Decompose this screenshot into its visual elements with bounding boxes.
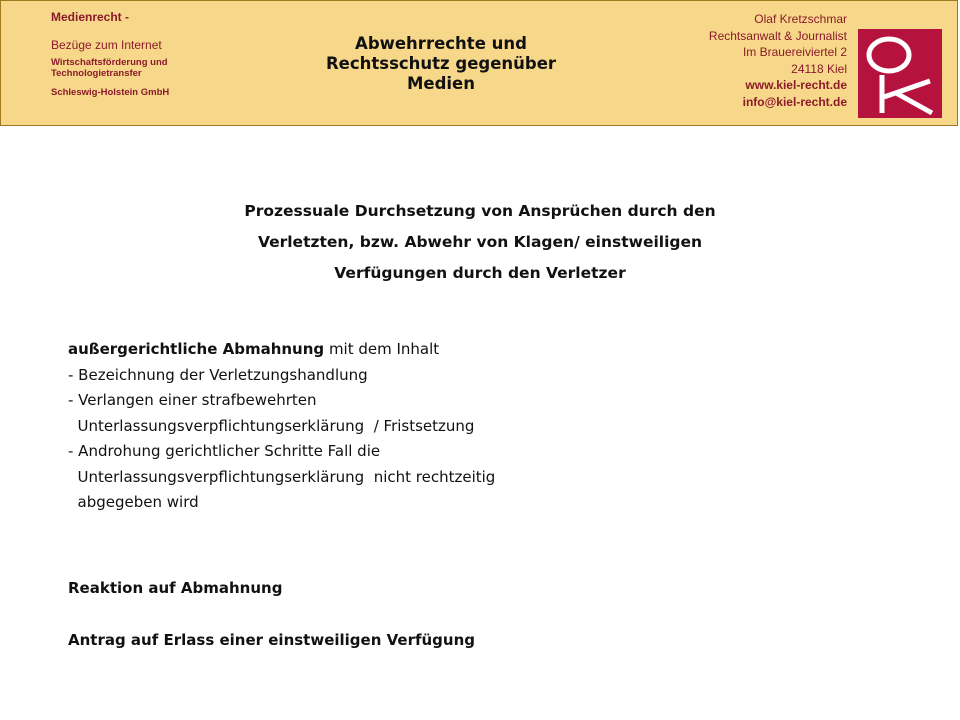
- contact-email-link[interactable]: info@kiel-recht.de: [742, 94, 847, 109]
- slide-title-line: Verfügungen durch den Verletzer: [334, 264, 626, 282]
- antrag-heading: Antrag auf Erlass einer einstweiligen Verfügung: [68, 631, 476, 649]
- header-left-line4: Schleswig-Holstein GmbH: [51, 87, 170, 98]
- header-title-line3: Medien: [406, 74, 475, 93]
- contact-street: Im Brauereiviertel 2: [742, 45, 847, 59]
- bullet-line: Unterlassungsverpflichtungserklärung nicht rechtzeitig: [68, 467, 496, 486]
- header-title-line1: Abwehrrechte und: [355, 34, 527, 53]
- abmahnung-heading-rest: mit dem Inhalt: [328, 340, 440, 358]
- header-banner: [0, 0, 958, 126]
- header-contact-block: [709, 11, 847, 110]
- header-left-line1: Medienrecht -: [51, 10, 130, 24]
- abmahnung-heading-line: [68, 337, 888, 363]
- slide-title: [180, 196, 780, 289]
- contact-city: 24118 Kiel: [791, 61, 847, 76]
- header-title-line2: Rechtsschutz gegenüber: [325, 54, 557, 73]
- bullet-line: abgegeben wird: [68, 493, 199, 511]
- header-left-block: [51, 9, 211, 98]
- bullet-line: - Androhung gerichtlicher Schritte Fall die: [68, 442, 381, 460]
- bullet-line: - Bezeichnung der Verletzungshandlung: [68, 365, 368, 384]
- ok-logo-icon: [858, 29, 942, 118]
- bullet-line: - Verlangen einer strafbewehrten: [68, 391, 317, 409]
- header-left-line2: Bezüge zum Internet: [51, 38, 162, 52]
- slide-title-line: Prozessuale Durchsetzung von Ansprüchen durch den: [244, 202, 716, 220]
- header-left-line3: Wirtschaftsförderung und Technologietransfer: [51, 57, 168, 79]
- header-title: [291, 34, 591, 94]
- contact-title: Rechtsanwalt & Journalist: [708, 28, 847, 43]
- reaktion-heading: Reaktion auf Abmahnung: [68, 579, 283, 597]
- abmahnung-content: [68, 337, 888, 516]
- abmahnung-heading: außergerichtliche Abmahnung: [68, 340, 325, 358]
- contact-web-link[interactable]: www.kiel-recht.de: [745, 78, 847, 92]
- slide-title-line: Verletzten, bzw. Abwehr von Klagen/ einstweiligen: [257, 233, 703, 251]
- ok-logo: [858, 29, 942, 118]
- bullet-line: Unterlassungsverpflichtungserklärung / Fristsetzung: [68, 416, 475, 435]
- contact-name: Olaf Kretzschmar: [754, 12, 847, 26]
